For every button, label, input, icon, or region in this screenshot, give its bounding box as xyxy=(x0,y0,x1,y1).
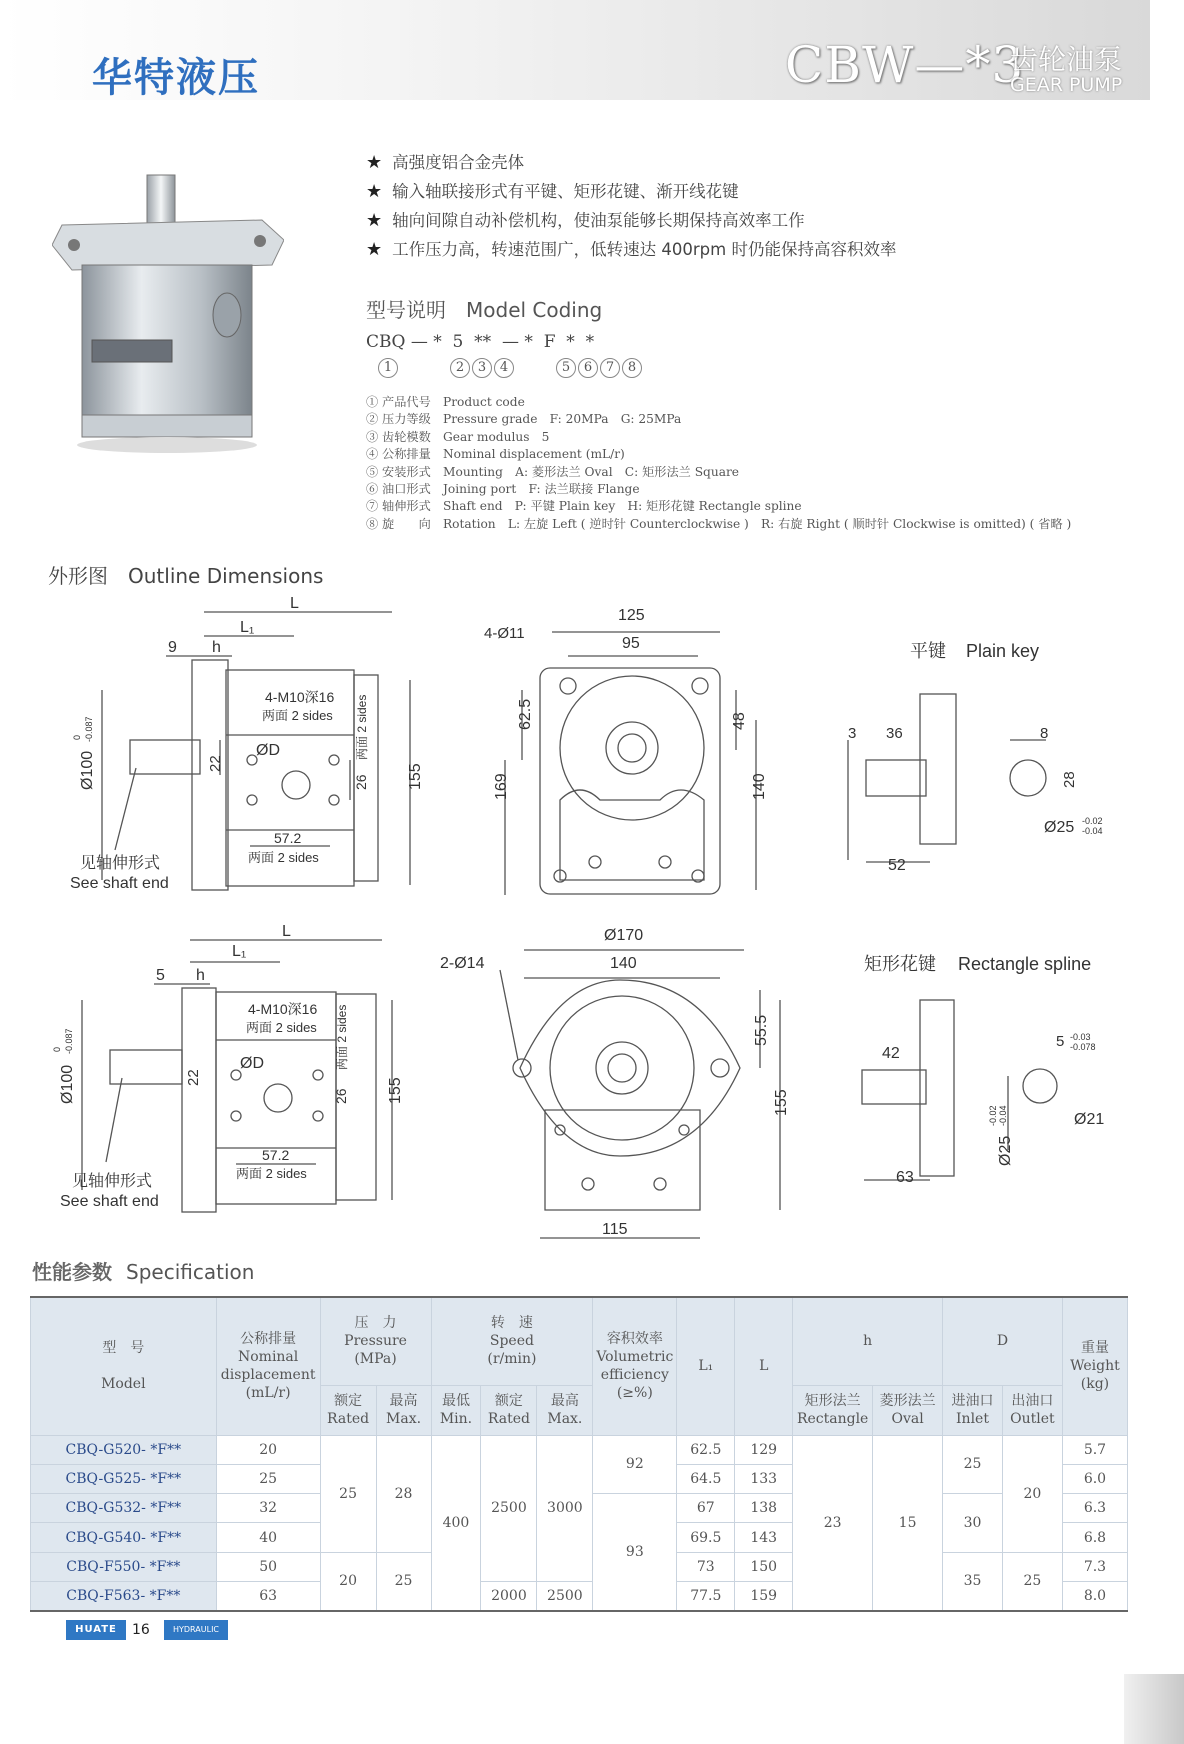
dim-155-b: 155 xyxy=(387,1077,404,1104)
product-name-cn: 齿轮油泵 xyxy=(1010,43,1123,76)
dim-140: 140 xyxy=(751,773,768,800)
col-pressure: 压 力 Pressure (MPa) xyxy=(320,1297,431,1385)
model-coding-title: 型号说明 Model Coding xyxy=(366,298,603,322)
dim-phiD-b: ØD xyxy=(240,1055,264,1072)
sub-max: 最高 Max. xyxy=(376,1385,431,1435)
two-sides-v-a: 两面 2 sides xyxy=(355,694,369,760)
star-icon: ★ xyxy=(366,210,383,231)
dim-five: 5 xyxy=(156,967,165,984)
legend-item: ③ 齿轮模数 Gear modulus 5 xyxy=(366,429,550,444)
shaft-label-cn-b: 见轴伸形式 xyxy=(72,1173,153,1190)
legend-item: ⑥ 油口形式 Joining port F: 法兰联接 Flange xyxy=(366,481,640,496)
page-edge-shadow xyxy=(1124,1674,1184,1744)
plain-key-en: Plain key xyxy=(966,641,1040,661)
col-l1: L₁ xyxy=(677,1297,735,1435)
dim-h-a: h xyxy=(212,639,221,656)
dim-L1-a: L₁ xyxy=(240,619,255,636)
footer-brand: HUATE xyxy=(66,1620,126,1640)
drawing-front-view-b xyxy=(500,950,780,1238)
dim-169: 169 xyxy=(493,773,510,800)
table-row: CBQ-G520- *F** 20 25 28 400 2500 3000 92 62.5 129 23 15 25 20 5.7 xyxy=(31,1435,1128,1464)
col-displacement: 公称排量 Nominal displacement (mL/r) xyxy=(216,1297,320,1435)
dim-h-b: h xyxy=(196,967,205,984)
tol-100-top-a: 0 xyxy=(72,734,82,740)
col-l: L xyxy=(735,1297,793,1435)
brand-name: 华特液压 xyxy=(92,55,260,101)
dim-L1-b: L₁ xyxy=(232,943,247,960)
legend-item: ⑤ 安装形式 Mounting A: 菱形法兰 Oval C: 矩形法兰 Square xyxy=(366,464,740,479)
dim-dia100-a: Ø100 xyxy=(79,750,96,790)
sub-max: 最高 Max. xyxy=(537,1385,593,1435)
spline-en: Rectangle spline xyxy=(958,954,1092,974)
dim-dia100-b: Ø100 xyxy=(59,1064,76,1104)
dim-L-b: L xyxy=(282,923,291,940)
sub-rated: 额定 Rated xyxy=(481,1385,537,1435)
dim-95: 95 xyxy=(622,635,640,652)
sub-outlet: 出油口 Outlet xyxy=(1002,1385,1062,1435)
two-sides-a: 两面 2 sides xyxy=(262,708,333,723)
spec-table xyxy=(30,1296,1128,1612)
tol-100-bot-a: -0.087 xyxy=(84,716,94,742)
table-row: CBQ-G532- *F** 32 93 67 138 30 6.3 xyxy=(31,1494,1128,1523)
dim-42: 42 xyxy=(882,1045,900,1062)
dim-dia25-b: Ø25 xyxy=(997,1135,1014,1166)
drawing-front-view-a xyxy=(505,632,756,895)
tol-25-bot-b: -0.04 xyxy=(998,1105,1008,1126)
table-row: CBQ-G540- *F** 40 69.5 143 6.8 xyxy=(31,1523,1128,1552)
feature-item: ★ 高强度铝合金壳体 xyxy=(366,152,525,173)
code-number: 1 xyxy=(378,358,398,378)
two-sides-v-b: 两面 2 sides xyxy=(335,1004,349,1070)
col-efficiency: 容积效率 Volumetric efficiency (≥%) xyxy=(593,1297,677,1435)
dim-26-b: 26 xyxy=(333,1088,349,1104)
dim-L-a: L xyxy=(290,595,299,612)
thread-label-b: 4-M10深16 xyxy=(248,1001,318,1017)
tol-100-top-b: 0 xyxy=(52,1046,62,1052)
dim-155b: 155 xyxy=(773,1089,790,1116)
dim-115: 115 xyxy=(602,1221,628,1238)
tol-25-top-b: -0.02 xyxy=(988,1105,998,1126)
sub-min: 最低 Min. xyxy=(431,1385,481,1435)
spec-title: 性能参数 Specification xyxy=(32,1260,255,1284)
code-number: 7 xyxy=(600,358,620,378)
legend-item: ④ 公称排量 Nominal displacement (mL/r) xyxy=(366,447,625,462)
col-d: D xyxy=(943,1297,1063,1385)
tol-25-top-a: -0.02 xyxy=(1082,816,1103,826)
dim-155-a: 155 xyxy=(407,763,424,790)
col-h: h xyxy=(793,1297,943,1385)
dim-dia21: Ø21 xyxy=(1074,1111,1105,1128)
code-number: 8 xyxy=(622,358,642,378)
tol-100-bot-b: -0.087 xyxy=(64,1028,74,1054)
product-name-en: GEAR PUMP xyxy=(1010,74,1123,96)
dim-phiD-a: ØD xyxy=(256,742,280,759)
table-row: CBQ-F550- *F** 50 20 25 73 150 35 25 7.3 xyxy=(31,1552,1128,1581)
legend-item: ② 压力等级 Pressure grade F: 20MPa G: 25MPa xyxy=(366,412,682,427)
star-icon: ★ xyxy=(366,152,383,173)
star-icon: ★ xyxy=(366,239,383,260)
dim-625: 62.5 xyxy=(517,698,534,730)
shaft-label-en-a: See shaft end xyxy=(70,875,169,892)
legend-item: ⑧ 旋 向 Rotation L: 左旋 Left ( 逆时针 Counterclockwise ) R: 右旋 Right ( 顺时针 Clockwise is omitted) ( 省略 ) xyxy=(366,516,1072,531)
feature-item: ★ 工作压力高，转速范围广，低转速达 400rpm 时仍能保持高容积效率 xyxy=(366,239,897,260)
sub-rated: 额定 Rated xyxy=(320,1385,376,1435)
dim-555: 55.5 xyxy=(753,1014,770,1046)
model-code-pattern: CBQ — * 5 ** — * F * * xyxy=(366,332,595,352)
dim-57-a: 57.2 xyxy=(274,830,302,846)
code-number: 5 xyxy=(556,358,576,378)
dim-3: 3 xyxy=(848,725,857,742)
col-speed: 转 速 Speed (r/min) xyxy=(431,1297,593,1385)
dim-57-b: 57.2 xyxy=(262,1147,290,1163)
series-title: CBW—*3 xyxy=(785,36,1025,94)
dim-22-a: 22 xyxy=(207,755,224,772)
thread-label-a: 4-M10深16 xyxy=(265,689,335,705)
code-number: 2 xyxy=(450,358,470,378)
code-number: 3 xyxy=(472,358,492,378)
star-icon: ★ xyxy=(366,181,383,202)
dim-125: 125 xyxy=(618,607,645,624)
dim-5-spline: 5 xyxy=(1056,1033,1065,1050)
legend-item: ⑦ 轴伸形式 Shaft end P: 平键 Plain key H: 矩形花键 Rectangle spline xyxy=(366,499,802,514)
dim-holes-a: 4-Ø11 xyxy=(484,625,525,642)
feature-item: ★ 轴向间隙自动补偿机构，使油泵能够长期保持高效率工作 xyxy=(366,210,805,231)
drawing-plain-key xyxy=(848,694,1049,862)
two-sides-d: 两面 2 sides xyxy=(236,1166,307,1181)
table-row: CBQ-G525- *F** 25 64.5 133 6.0 xyxy=(31,1464,1128,1493)
table-row: CBQ-F563- *F** 63 2000 2500 77.5 159 8.0 xyxy=(31,1581,1128,1610)
two-sides-b: 两面 2 sides xyxy=(248,850,319,865)
sub-rectangle: 矩形法兰 Rectangle xyxy=(793,1385,873,1435)
tol-5-bot: -0.078 xyxy=(1070,1042,1096,1052)
feature-item: ★ 输入轴联接形式有平键、矩形花键、渐开线花键 xyxy=(366,181,739,202)
dim-28: 28 xyxy=(1061,771,1078,788)
code-number: 4 xyxy=(494,358,514,378)
col-weight: 重量 Weight (kg) xyxy=(1062,1297,1127,1435)
shaft-label-en-b: See shaft end xyxy=(60,1193,159,1210)
footer-sub: HYDRAULIC xyxy=(164,1620,228,1640)
dim-140b: 140 xyxy=(610,955,637,972)
legend-item: ① 产品代号 Product code xyxy=(366,395,525,409)
sub-oval: 菱形法兰 Oval xyxy=(873,1385,943,1435)
dim-36: 36 xyxy=(886,725,903,742)
dim-52: 52 xyxy=(888,857,906,874)
outline-title: 外形图 Outline Dimensions xyxy=(48,564,324,588)
tol-25-bot-a: -0.04 xyxy=(1082,826,1103,836)
tol-5-top: -0.03 xyxy=(1070,1032,1091,1042)
col-model: 型 号 Model xyxy=(31,1297,217,1435)
dim-48: 48 xyxy=(731,712,748,730)
dim-22-b: 22 xyxy=(185,1069,202,1086)
dim-9: 9 xyxy=(168,639,177,656)
shaft-label-cn-a: 见轴伸形式 xyxy=(80,855,161,872)
spline-cn: 矩形花键 xyxy=(864,954,936,974)
page-number: 16 xyxy=(132,1622,150,1638)
sub-inlet: 进油口 Inlet xyxy=(943,1385,1003,1435)
dim-8: 8 xyxy=(1040,725,1049,742)
two-sides-c: 两面 2 sides xyxy=(246,1020,317,1035)
dim-dia170: Ø170 xyxy=(604,927,644,944)
dim-63: 63 xyxy=(896,1169,914,1186)
plain-key-cn: 平键 xyxy=(910,641,946,661)
code-number: 6 xyxy=(578,358,598,378)
drawing-rectangle-spline xyxy=(862,1000,1057,1180)
dim-holes-b: 2-Ø14 xyxy=(440,955,485,972)
dim-26-a: 26 xyxy=(353,774,369,790)
dim-dia25-a: Ø25 xyxy=(1044,819,1075,836)
